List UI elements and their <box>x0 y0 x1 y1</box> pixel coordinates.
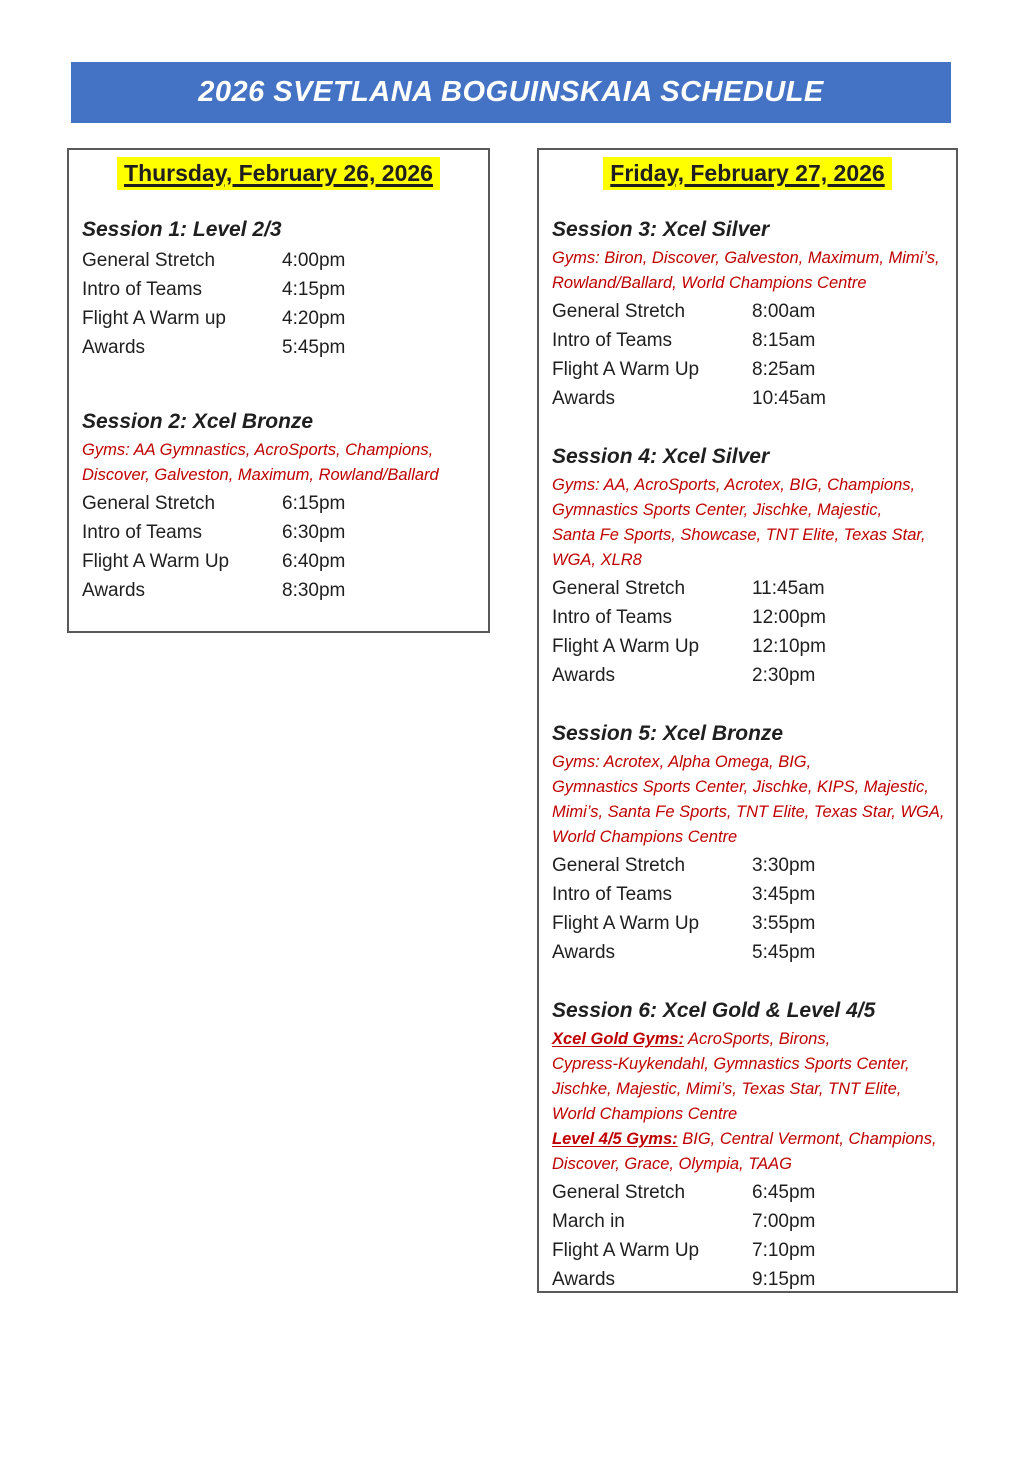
schedule-row <box>82 547 476 576</box>
schedule-row <box>82 576 476 605</box>
session-title: Session 1: Level 2/3 <box>82 218 282 241</box>
event-label: Awards <box>552 1269 616 1290</box>
gym-list-line <box>552 498 944 523</box>
event-label: General Stretch <box>552 578 686 599</box>
event-time: 4:15pm <box>282 279 346 300</box>
event-time: 3:30pm <box>752 855 816 876</box>
schedule-row <box>552 632 944 661</box>
event-time: 12:00pm <box>752 607 826 628</box>
gym-list-text: AcroSports, Birons, <box>684 1030 831 1048</box>
schedule-row <box>552 574 944 603</box>
session-title: Session 4: Xcel Silver <box>552 445 770 468</box>
gym-list-line <box>552 1077 944 1102</box>
event-label: General Stretch <box>552 1182 686 1203</box>
gym-list-text: Mimi’s, Santa Fe Sports, TNT Elite, Texas Star, WGA, <box>552 803 945 821</box>
session-rows <box>552 1178 944 1293</box>
session-rows <box>552 297 944 413</box>
event-label: Awards <box>82 337 146 358</box>
gym-list-line <box>552 825 944 850</box>
event-time: 7:10pm <box>752 1240 816 1261</box>
session-title: Session 3: Xcel Silver <box>552 218 770 241</box>
session-block <box>552 216 944 413</box>
friday-column <box>537 148 958 1293</box>
gym-list-line <box>552 775 944 800</box>
session-rows <box>552 574 944 690</box>
event-time: 3:55pm <box>752 913 816 934</box>
schedule-row <box>82 246 476 275</box>
date-header-text: Thursday, February 26, 2026 <box>117 157 440 190</box>
event-time: 3:45pm <box>752 884 816 905</box>
gym-list-line <box>552 750 944 775</box>
schedule-row <box>82 333 476 362</box>
session-block <box>552 720 944 967</box>
session-block <box>552 443 944 690</box>
event-time: 6:30pm <box>282 522 346 543</box>
event-time: 2:30pm <box>752 665 816 686</box>
gym-list-text: BIG, Central Vermont, Champions, <box>677 1130 937 1148</box>
gym-list-text: Gymnastics Sports Center, Jischke, KIPS, Majestic, <box>552 778 929 796</box>
event-label: Intro of Teams <box>552 884 673 905</box>
event-label: Flight A Warm Up <box>82 551 230 572</box>
schedule-row <box>552 880 944 909</box>
event-label: Flight A Warm Up <box>552 359 700 380</box>
schedule-row <box>552 851 944 880</box>
schedule-row <box>82 304 476 333</box>
event-time: 8:25am <box>752 359 816 380</box>
event-label: Intro of Teams <box>82 279 203 300</box>
event-time: 4:20pm <box>282 308 346 329</box>
gym-list-line <box>552 1052 944 1077</box>
event-label: Awards <box>82 580 146 601</box>
date-header-text: Friday, February 27, 2026 <box>603 157 891 190</box>
title-banner <box>71 62 951 123</box>
event-time: 12:10pm <box>752 636 826 657</box>
schedule-row <box>82 518 476 547</box>
event-time: 6:45pm <box>752 1182 816 1203</box>
event-label: General Stretch <box>552 855 686 876</box>
schedule-row <box>552 384 944 413</box>
event-label: Flight A Warm Up <box>552 1240 700 1261</box>
event-label: General Stretch <box>82 250 216 271</box>
gym-list-text: Cypress-Kuykendahl, Gymnastics Sports Center, <box>552 1055 910 1073</box>
event-time: 5:45pm <box>282 337 346 358</box>
event-time: 6:15pm <box>282 493 346 514</box>
gym-list-text: Gyms: AA Gymnastics, AcroSports, Champions, <box>82 441 434 459</box>
schedule-row <box>552 909 944 938</box>
event-label: Intro of Teams <box>82 522 203 543</box>
gym-list-text: Rowland/Ballard, World Champions Centre <box>552 274 867 292</box>
gym-list-text: WGA, XLR8 <box>552 551 642 569</box>
gym-list-label: Xcel Gold Gyms: <box>552 1030 685 1048</box>
session-title: Session 2: Xcel Bronze <box>82 410 314 433</box>
page-title: 2026 SVETLANA BOGUINSKAIA SCHEDULE <box>198 76 824 108</box>
session-rows <box>82 246 476 362</box>
gym-list-line <box>552 271 944 296</box>
gym-list-text: Jischke, Majestic, Mimi’s, Texas Star, TNT Elite, <box>552 1080 902 1098</box>
schedule-row <box>82 275 476 304</box>
date-header <box>539 157 956 190</box>
schedule-row <box>552 661 944 690</box>
event-time: 4:00pm <box>282 250 346 271</box>
event-label: Intro of Teams <box>552 330 673 351</box>
session-block <box>82 216 476 362</box>
gym-list-line <box>82 463 476 488</box>
event-time: 11:45am <box>752 578 825 599</box>
schedule-row <box>552 355 944 384</box>
gym-list-label: Level 4/5 Gyms: <box>552 1130 678 1148</box>
session-block <box>82 408 476 605</box>
event-time: 7:00pm <box>752 1211 816 1232</box>
event-label: Intro of Teams <box>552 607 673 628</box>
event-label: General Stretch <box>552 301 686 322</box>
event-label: Awards <box>552 665 616 686</box>
gym-list-line <box>552 1127 944 1152</box>
day-content <box>69 216 488 605</box>
gym-list-text: Gymnastics Sports Center, Jischke, Majestic, <box>552 501 883 519</box>
schedule-row <box>552 1236 944 1265</box>
gym-list-line <box>552 523 944 548</box>
gym-list-line <box>552 800 944 825</box>
schedule-row <box>552 938 944 967</box>
gym-list-text: World Champions Centre <box>552 1105 738 1123</box>
session-rows <box>552 851 944 967</box>
event-time: 9:15pm <box>752 1269 816 1290</box>
gym-list-line <box>552 1102 944 1127</box>
gym-list-text: Discover, Galveston, Maximum, Rowland/Ballard <box>82 466 439 484</box>
event-time: 8:30pm <box>282 580 346 601</box>
gym-list-line <box>552 473 944 498</box>
gym-list-text: World Champions Centre <box>552 828 738 846</box>
event-time: 8:15am <box>752 330 816 351</box>
event-time: 5:45pm <box>752 942 816 963</box>
event-label: Flight A Warm Up <box>552 636 700 657</box>
session-block <box>552 997 944 1293</box>
schedule-row <box>552 603 944 632</box>
day-content <box>539 216 956 1293</box>
schedule-row <box>552 297 944 326</box>
event-time: 6:40pm <box>282 551 346 572</box>
session-title: Session 5: Xcel Bronze <box>552 722 784 745</box>
event-time: 8:00am <box>752 301 816 322</box>
schedule-row <box>82 489 476 518</box>
event-label: Awards <box>552 942 616 963</box>
event-label: Awards <box>552 388 616 409</box>
gym-list-line <box>552 548 944 573</box>
session-rows <box>82 489 476 605</box>
thursday-column <box>67 148 490 633</box>
schedule-row <box>552 1265 944 1293</box>
gym-list-text: Santa Fe Sports, Showcase, TNT Elite, Texas Star, <box>552 526 926 544</box>
schedule-row <box>552 1207 944 1236</box>
schedule-row <box>552 326 944 355</box>
gym-list-line <box>552 1152 944 1177</box>
session-title: Session 6: Xcel Gold & Level 4/5 <box>552 999 876 1022</box>
event-label: March in <box>552 1211 625 1232</box>
gym-list-line <box>82 438 476 463</box>
gym-list-line <box>552 1027 944 1052</box>
event-label: Flight A Warm up <box>82 308 226 329</box>
event-time: 10:45am <box>752 388 826 409</box>
gym-list-text: Discover, Grace, Olympia, TAAG <box>552 1155 792 1173</box>
gym-list-line <box>552 246 944 271</box>
gym-list-text: Gyms: Acrotex, Alpha Omega, BIG, <box>552 753 812 771</box>
gym-list-text: Gyms: AA, AcroSports, Acrotex, BIG, Champions, <box>552 476 916 494</box>
event-label: General Stretch <box>82 493 216 514</box>
event-label: Flight A Warm Up <box>552 913 700 934</box>
date-header <box>69 157 488 190</box>
schedule-row <box>552 1178 944 1207</box>
gym-list-text: Gyms: Biron, Discover, Galveston, Maximum, Mimi’s, <box>552 249 940 267</box>
